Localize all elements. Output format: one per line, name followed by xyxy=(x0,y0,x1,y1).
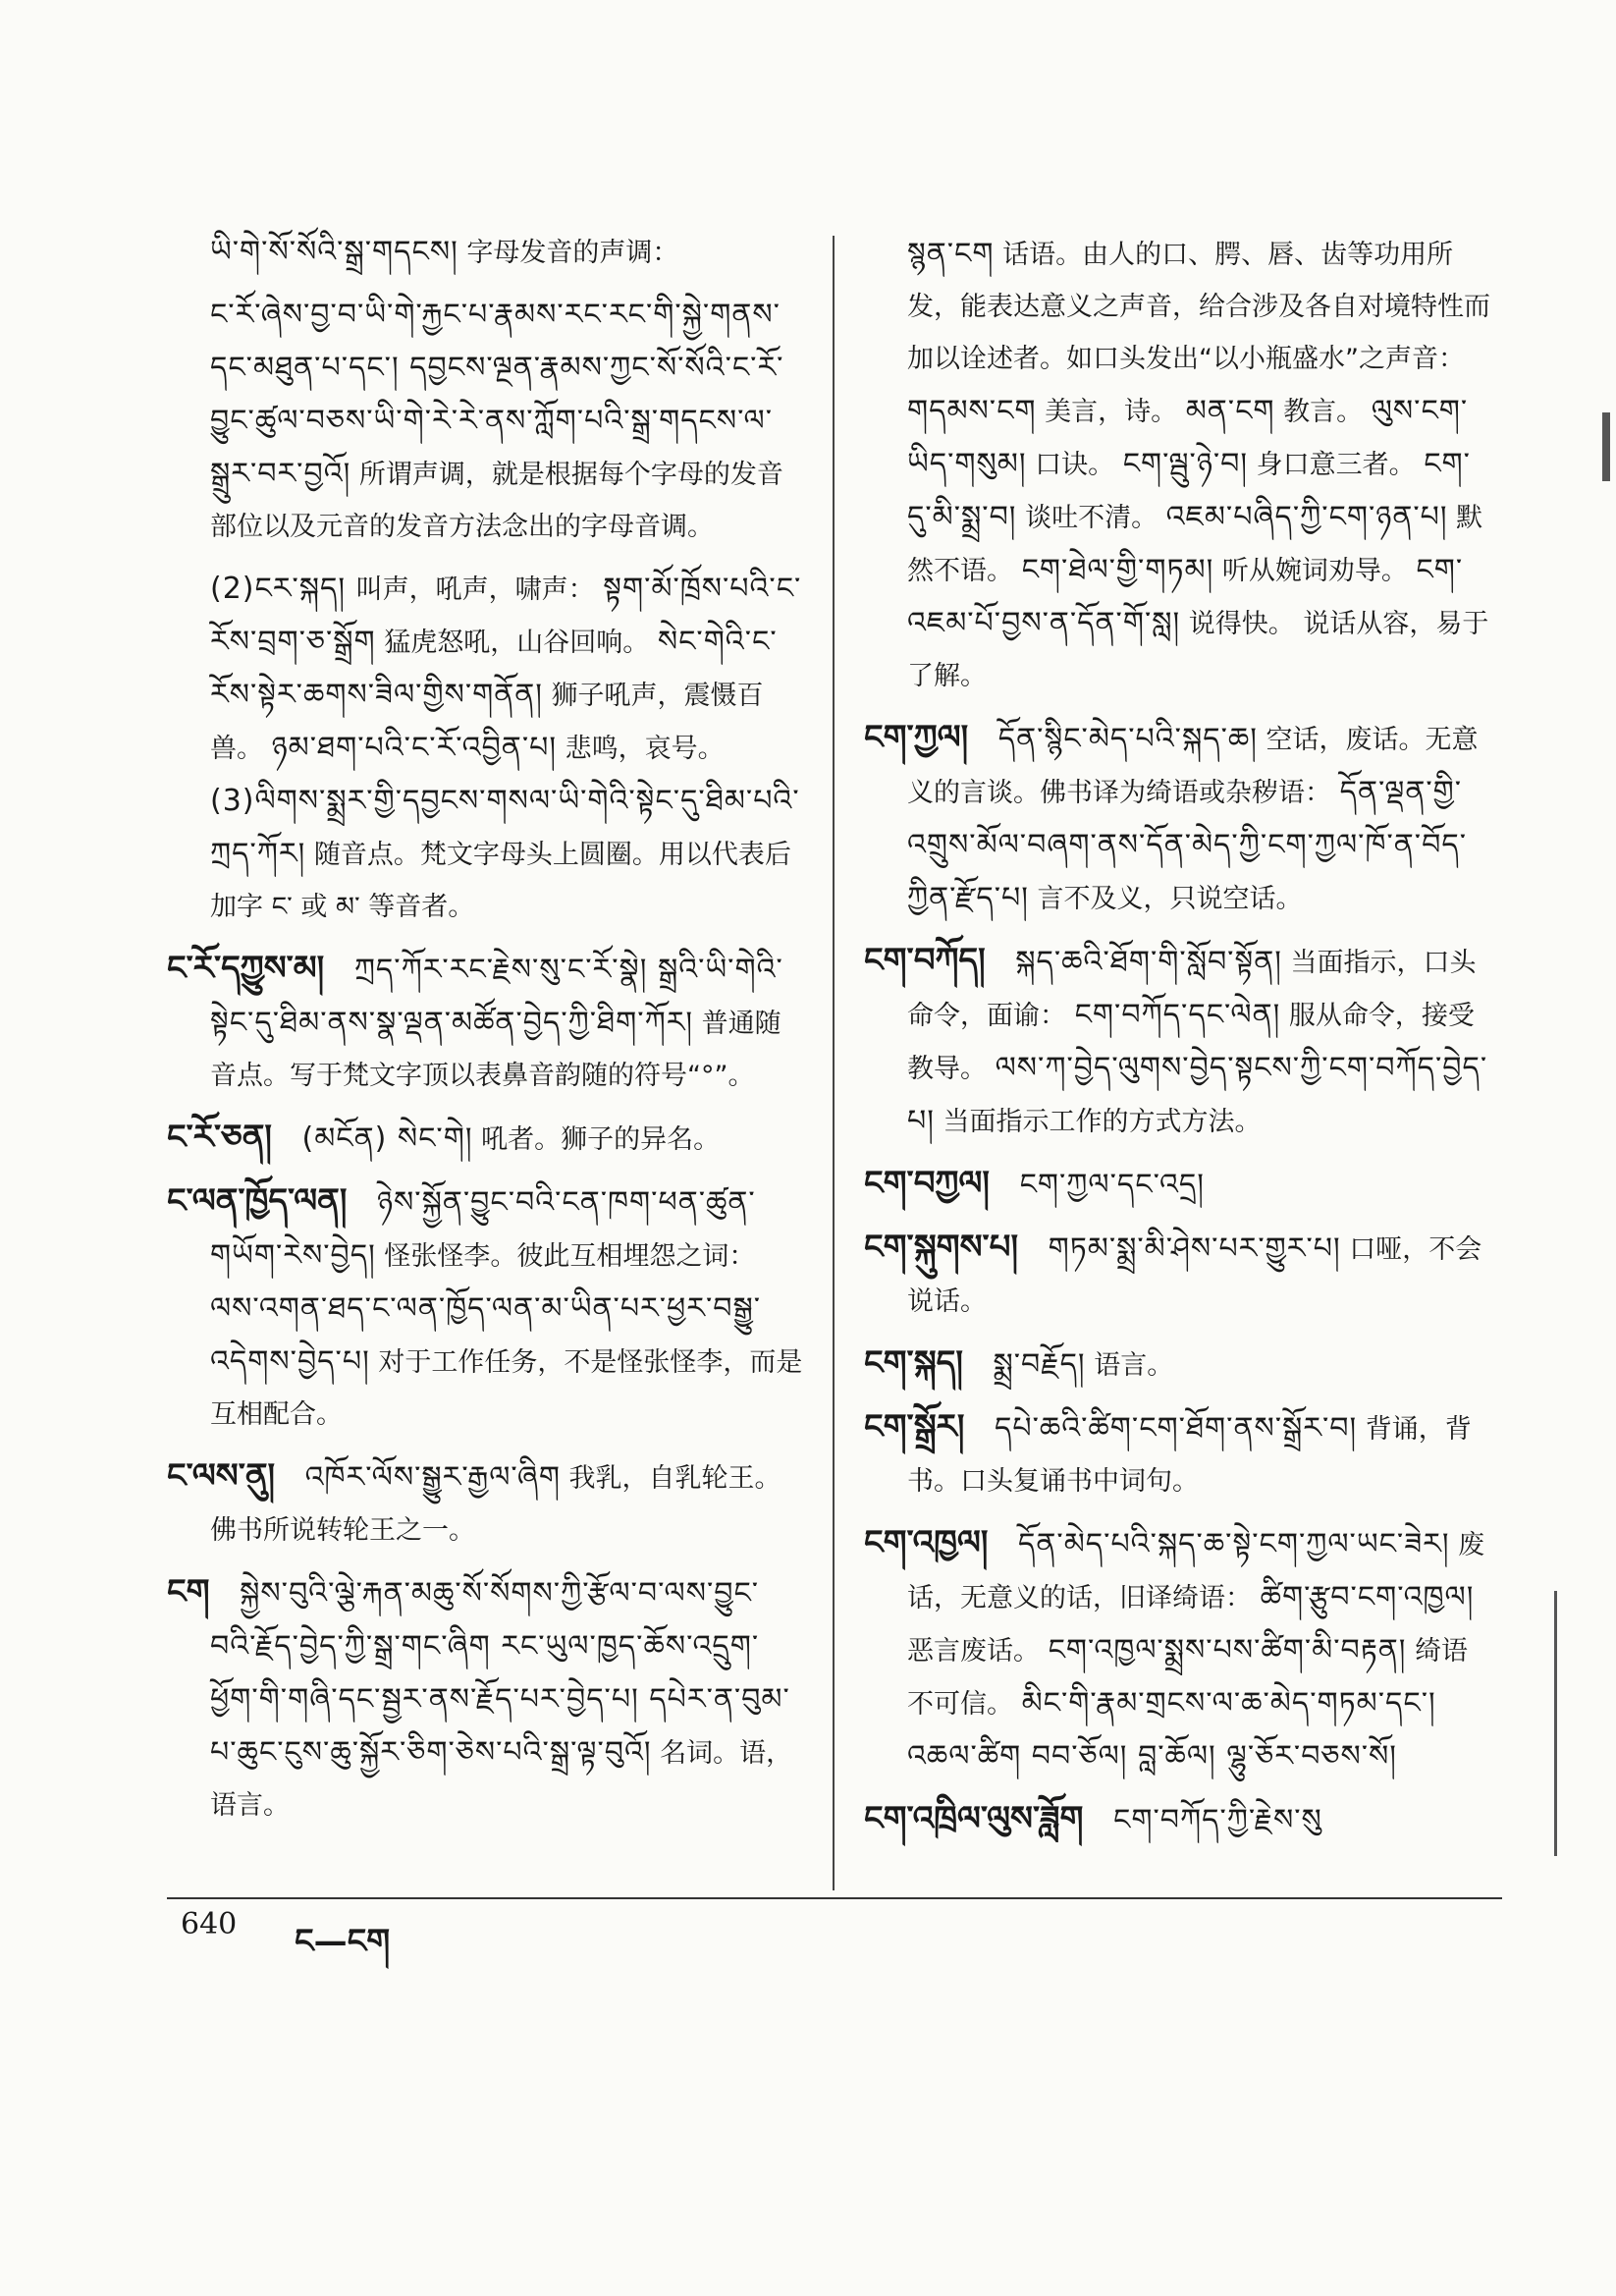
tibetan-text: ངག་འཇམ་པོ་བྱས་ན་དོན་གོ་སླ། xyxy=(907,553,1464,640)
dictionary-entry xyxy=(167,1566,805,1831)
tibetan-text: ཉེས་སྐྱོན་བྱུང་བའི་ངན་ཁག་ཕན་ཚུན་གཡོག་རེས་བྱེད། xyxy=(210,1185,756,1273)
chinese-text: 猛虎怒吼，山谷回响。 xyxy=(384,628,650,658)
tibetan-text: ཀྲད་ཀོར་རང་རྗེས་སུ་ང་རོ་སྣེ། སྒྲའི་ཡི་གེའི་སྟེང་དུ་ཐིམ་ནས་སྣ་ལྡན་མཚོན་བྱེད་ཀྱི་ཐིག་ཀོར། xyxy=(210,953,783,1040)
chinese-text: 美言，诗。 xyxy=(1045,397,1178,427)
chinese-text: 空话，废话。无意义的言谈。佛书译为绮语或杂秽语： xyxy=(907,725,1479,808)
tibetan-text: (2)ངར་སྐད། xyxy=(210,572,356,606)
tibetan-text: དོན་སྙིང་མེད་པའི་སྐད་ཆ། xyxy=(997,722,1258,756)
tibetan-text: ངག་དུ་མི་སྨྲ་བ། xyxy=(907,447,1471,534)
dictionary-entry xyxy=(864,1401,1492,1507)
chinese-text: 服从命令，接受教导。 xyxy=(907,1001,1475,1084)
chinese-text: 普通随音点。写于梵文字顶以表鼻音韵随的符号“°”。 xyxy=(210,1009,781,1091)
tibetan-text: གཏམ་སྨྲ་མི་ཤེས་པར་གྱུར་པ། xyxy=(1048,1231,1341,1266)
tibetan-text: སྐད་ཆའི་ཐོག་གི་སློབ་སྟོན། xyxy=(1015,945,1282,979)
tibetan-text: ཉམ་ཐག་པའི་ང་རོ་འབྱིན་པ། xyxy=(271,731,558,765)
headword: ངག xyxy=(167,1572,210,1612)
edge-mark xyxy=(1554,1591,1557,1856)
dictionary-entry xyxy=(864,1338,1492,1392)
chinese-text: 默然不语。 xyxy=(907,503,1483,586)
dictionary-entry xyxy=(167,289,805,553)
tibetan-text: འཇམ་པཞིད་ཀྱི་ངག་ཉན་པ། xyxy=(1165,500,1448,534)
chinese-text: 听从婉词劝导。 xyxy=(1221,556,1408,586)
tibetan-text: ཡི་གེ་སོ་སོའི་སྒྲ་གདངས། xyxy=(210,235,458,269)
headword: ང་ལས་ནུ། xyxy=(167,1456,276,1496)
chinese-text: 口哑，不会说话。 xyxy=(907,1234,1482,1317)
dictionary-entry xyxy=(864,1793,1492,1847)
chinese-text: 当面指示工作的方式方法。 xyxy=(943,1107,1262,1137)
headword: ངག་སྒྲོར། xyxy=(864,1407,965,1447)
headword: ངག་འཁྲིལ་ལུས་ཟློག xyxy=(864,1799,1084,1838)
tibetan-text: ངག་ཐེལ་གྱི་གཏམ། xyxy=(1021,553,1214,587)
tibetan-text: སྨྲ་བརྗོད། xyxy=(993,1347,1086,1382)
tibetan-text: ལས་ཀ་བྱེད་ལུགས་བྱེད་སྟངས་ཀྱི་ངག་བཀོད་བྱེད་པ། xyxy=(907,1051,1488,1138)
dictionary-entry xyxy=(167,1112,805,1166)
dictionary-entry xyxy=(167,1450,805,1557)
tibetan-text: འཁོར་ལོས་སྒྱུར་རྒྱལ་ཞིག xyxy=(304,1460,561,1495)
chinese-text: 语言。 xyxy=(1094,1350,1174,1381)
tibetan-text: (3)ལིགས་སྨྲར་གྱི་དབྱངས་གསལ་ཡི་གེའི་སྟེང་དུ་ཐིམ་པའི་ཀྲད་ཀོར། xyxy=(210,784,800,871)
chinese-text: 悲鸣，哀号。 xyxy=(565,734,725,764)
chinese-text: 所谓声调，就是根据每个字母的发音部位以及元音的发音方法念出的字母音调。 xyxy=(210,460,783,542)
dictionary-entry xyxy=(864,228,1492,702)
headword: ངག་བཀྱལ། xyxy=(864,1164,990,1203)
tibetan-text: (མངོན) སེང་གེ། xyxy=(301,1121,473,1156)
chinese-text: 对于工作任务，不是怪张怪李，而是互相配合。 xyxy=(210,1347,803,1430)
tibetan-text: སྙན་ངག xyxy=(907,237,995,271)
chinese-text: 口诀。 xyxy=(1035,450,1115,480)
tibetan-text: དོན་ལྡན་གྱི་འགྲུས་མོལ་བཞག་ནས་དོན་མེད་ཀྱི་ངག་ཀྱལ་ཁོ་ན་བོད་ཀྱིན་རྫོད་པ། xyxy=(907,775,1467,915)
tibetan-text: དོན་མེད་པའི་སྐད་ཆ་སྟེ་ངག་ཀྱལ་ཡང་ཟེར། xyxy=(1018,1527,1450,1561)
tibetan-text: གདམས་ངག xyxy=(907,394,1037,428)
chinese-text: 叫声，吼声，啸声： xyxy=(355,574,595,605)
chinese-text: 随音点。梵文字母头上圆圈。用以代表后加字 ང་ 或 མ་ 等音者。 xyxy=(210,840,791,922)
headword: ངག་སྐད། xyxy=(864,1343,963,1383)
tibetan-text: ངག་ཀྱལ་དང་འདྲ། xyxy=(1019,1168,1205,1202)
dictionary-entry xyxy=(864,712,1492,925)
chinese-text: 背诵，背书。口头复诵书中词句。 xyxy=(907,1414,1472,1497)
dictionary-entry xyxy=(864,1222,1492,1328)
footer-rule xyxy=(167,1897,1502,1899)
dictionary-entry xyxy=(167,943,805,1102)
chinese-text: 恶言废话。 xyxy=(907,1636,1040,1667)
edge-mark xyxy=(1602,412,1610,481)
chinese-text: 废话，无意义的话，旧译绮语： xyxy=(907,1530,1485,1613)
chinese-text: 教言。 xyxy=(1283,397,1364,427)
chinese-text: 名词。语，语言。 xyxy=(210,1738,793,1821)
dictionary-entry xyxy=(167,226,805,279)
tibetan-text: སྐྱེས་བུའི་ལྕེ་རྐན་མཆུ་སོ་སོགས་ཀྱི་རྩོལ་བ་ལས་བྱུང་བའི་རྗོད་བྱེད་ཀྱི་སྒྲ་གང་ཞིག རང་ཡུལ་ཁྱད་ཆོས་འདྲུག་ཕྱོག་གི་གཞི་དང་སྦྱར་ནས་རྗོད་པར་བྱེད་པ། དཔེར་ན་བུམ་པ་ཆུང་ངུས་ཆུ་སྐྱོར་ཅིག་ཅེས་པའི་སྒྲ་ལྟ་བུའོ། xyxy=(210,1576,790,1770)
chinese-text: 话语。由人的口、腭、唇、齿等功用所发，能表达意义之声音，给合涉及各自对境特性而加以诠述者。如口头发出“以小瓶盛水”之声音： xyxy=(907,240,1490,374)
tibetan-text: སྟག་མོ་ཁྲོས་པའི་ང་རོས་བྲག་ཅ་སྒྲོག xyxy=(210,572,802,659)
headword: ང་ལན་ཁྱོད་ལན། xyxy=(167,1181,348,1221)
chinese-text: 狮子吼声，震慑百兽。 xyxy=(210,681,764,764)
chinese-text: 言不及义，只说空话。 xyxy=(1037,884,1303,914)
tibetan-text: ཚིག་རྩུབ་ངག་འཁྱལ། xyxy=(1260,1580,1475,1614)
dictionary-entry xyxy=(167,1175,805,1441)
chinese-text: 说得快。 xyxy=(1188,609,1295,639)
tibetan-text: ངག་འཁྱལ་སྨྲས་པས་ཚིག་མི་བརྟན། xyxy=(1048,1633,1407,1667)
tibetan-text: ངག་ལྦུ་ཉེ་བ། xyxy=(1122,447,1249,481)
chinese-text: 说话从容，易于了解。 xyxy=(907,609,1489,691)
left-column xyxy=(167,226,805,1841)
tibetan-text: དཔེ་ཆའི་ཚིག་ངག་ཐོག་ནས་སྒྲོར་བ། xyxy=(994,1411,1358,1446)
dictionary-entry xyxy=(864,1517,1492,1783)
column-divider xyxy=(833,236,835,1890)
chinese-text: 当面指示，口头命令，面谕： xyxy=(907,948,1477,1031)
headword: ངག་བཀོད། xyxy=(864,941,986,980)
chinese-text: 绮语不可信。 xyxy=(907,1636,1469,1720)
running-head: ང—ངག xyxy=(295,1922,391,1961)
tibetan-text: ལུས་ངག་ཡིད་གསུམ། xyxy=(907,394,1469,481)
chinese-text: 身口意三者。 xyxy=(1256,450,1416,480)
dictionary-entry xyxy=(864,1158,1492,1212)
headword: ངག་འཁྱལ། xyxy=(864,1523,989,1562)
headword: ངག་ཀྱལ། xyxy=(864,718,969,757)
chinese-text: 怪张怪李。彼此互相埋怨之词： xyxy=(384,1241,756,1272)
tibetan-text: མན་ངག xyxy=(1185,394,1275,428)
page-number: 640 xyxy=(181,1907,238,1941)
tibetan-text: སེང་གེའི་ང་རོས་སྟེར་ཆགས་ཟིལ་གྱིས་གནོན། xyxy=(210,625,778,712)
tibetan-text: ལས་འགན་ཐད་ང་ལན་ཁྱོད་ལན་མ་ཡིན་པར་ཕྱར་བསྒྱུ་འདེགས་བྱེད་པ། xyxy=(210,1291,762,1379)
tibetan-text: ངག་བཀོད་ཀྱི་རྗེས་སུ xyxy=(1113,1803,1322,1837)
headword: ངག་སྐུགས་པ། xyxy=(864,1228,1019,1267)
headword: ང་རོ་དཀྱུས་མ། xyxy=(167,949,325,988)
tibetan-text: ང་རོ་ཞེས་བྱ་བ་ཡི་གེ་རྐྱང་པ་རྣམས་རང་རང་གི་སྐྱེ་གནས་དང་མཐུན་པ་དང་། དབྱངས་ལྔན་རྣམས་ཀྱང་སོ་སོའི་ང་རོ་བྱུང་ཚུལ་བཅས་ཡི་གེ་རེ་རེ་ནས་ཀློག་པའི་སྒྲ་གདངས་ལ་སྒྲུར་བར་བྱའོ། xyxy=(210,298,784,491)
chinese-text: 我乳，自乳轮王。佛书所说转轮王之一。 xyxy=(210,1463,781,1546)
right-column xyxy=(864,228,1492,1857)
chinese-text: 字母发音的声调： xyxy=(466,238,679,268)
tibetan-text: ངག་བཀོད་དང་ལེན། xyxy=(1074,998,1281,1032)
headword: ང་རོ་ཅན། xyxy=(167,1118,272,1157)
chinese-text: 吼者。狮子的异名。 xyxy=(481,1124,721,1155)
tibetan-text: མིང་གི་རྣམ་གྲངས་ལ་ཆ་མེད་གཏམ་དང་། འཆལ་ཚིག བབ་ཅོལ། བླ་ཆོལ། ལྷུ་ཅོར་བཅས་སོ། xyxy=(907,1686,1436,1774)
dictionary-entry xyxy=(864,935,1492,1148)
chinese-text: 谈吐不清。 xyxy=(1025,503,1158,533)
dictionary-entry xyxy=(167,563,805,933)
